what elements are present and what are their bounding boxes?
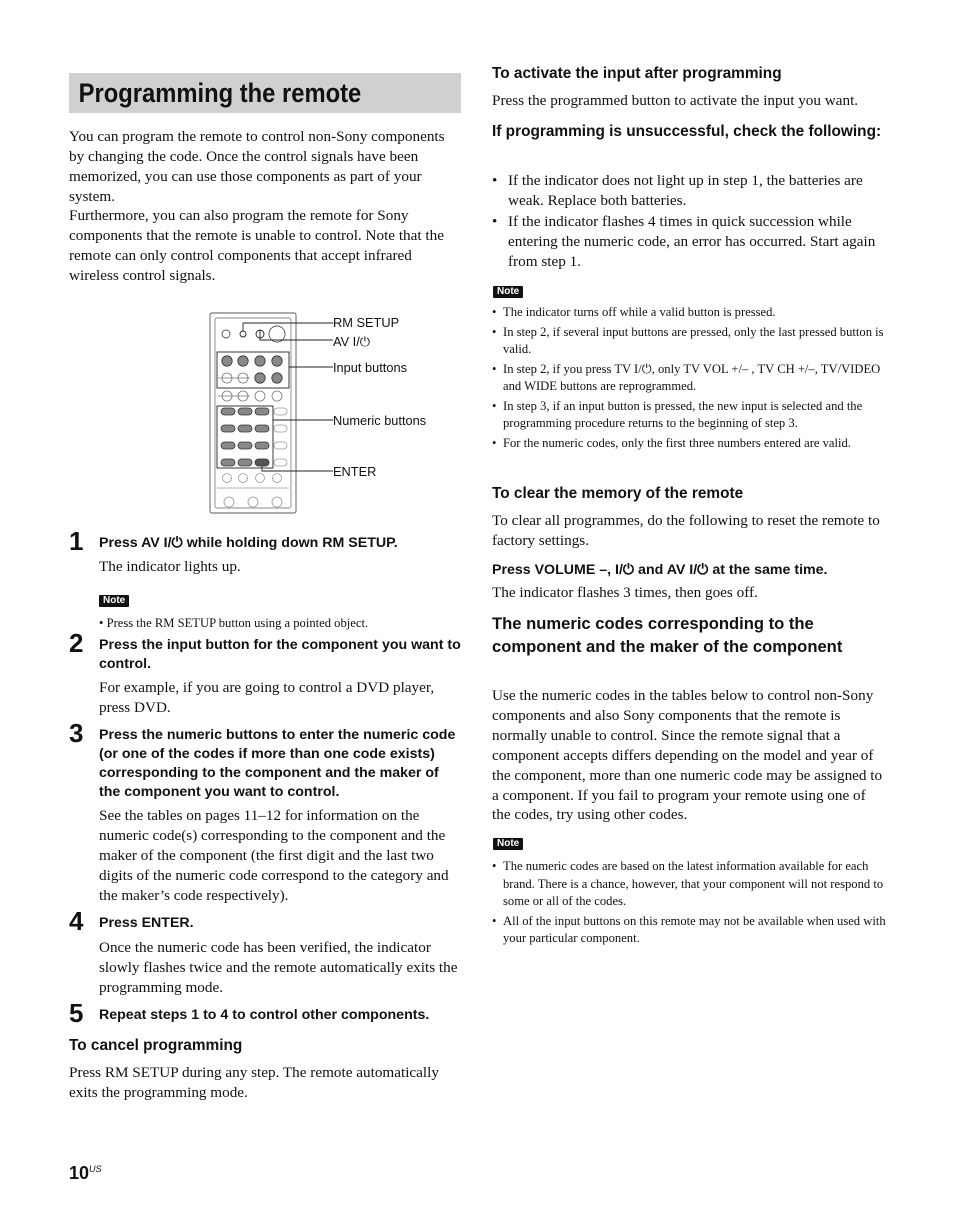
codes-notes-list: [492, 858, 886, 950]
page-title: Programming the remote: [78, 78, 362, 108]
label-input-buttons: Input buttons: [333, 360, 407, 375]
note-badge: Note: [493, 286, 523, 298]
label-av-power: AV I/⏻: [333, 334, 370, 349]
clear-heading: To clear the memory of the remote: [492, 485, 744, 502]
label-rm-setup: RM SETUP: [333, 315, 400, 330]
title-bar: [69, 73, 461, 113]
list-item: • In step 2, if you press TV I/⏻, only TV VOL +/– , TV CH +/–, TV/VIDEO and WIDE buttons are reprogrammed.: [492, 361, 886, 396]
cancel-heading: To cancel programming: [69, 1037, 243, 1054]
note-badge: Note: [99, 595, 129, 607]
step-3-body: See the tables on pages 11–12 for information on the numeric code(s) corresponding to the component and the maker of the component (the first digit and the last two digits of the numeric code correspond to the category and the maker’s code respectively).: [99, 807, 449, 904]
list-item: • In step 2, if several input buttons are pressed, only the last pressed button is valid.: [492, 324, 886, 359]
step-3-number: 3: [69, 718, 84, 748]
step-4-body: Once the numeric code has been verified, the indicator slowly flashes twice and the remote automatically exits the programming mode.: [99, 939, 458, 996]
step-1-number: 1: [69, 526, 84, 556]
step-2-number: 2: [69, 628, 84, 658]
step-5-title: Repeat steps 1 to 4 to control other components.: [99, 1007, 430, 1023]
note-badge: Note: [493, 838, 523, 850]
step-3-title: Press the numeric buttons to enter the numeric code (or one of the codes if more than one code exists) corresponding to the component and the maker of the component you want to control.: [99, 727, 456, 800]
list-item: • If the indicator flashes 4 times in quick succession while entering the numeric code, an error has occurred. Start again from step 1.: [492, 212, 886, 272]
clear-instruction: Press VOLUME –, I/⏻ and AV I/⏻ at the same time.: [492, 562, 828, 578]
clear-result: The indicator flashes 3 times, then goes off.: [492, 584, 758, 601]
cancel-text: Press RM SETUP during any step. The remote automatically exits the programming mode.: [69, 1064, 439, 1101]
step-5-number: 5: [69, 998, 84, 1028]
list-item: • The indicator turns off while a valid button is pressed.: [492, 304, 886, 322]
step-1-title: Press AV I/⏻ while holding down RM SETUP.: [99, 535, 398, 551]
activate-text: Press the programmed button to activate the input you want.: [492, 92, 859, 109]
activate-heading: To activate the input after programming: [492, 65, 782, 82]
label-numeric-buttons: Numeric buttons: [333, 413, 427, 428]
page-number: $10^{US}$: [69, 1163, 102, 1183]
codes-heading: The numeric codes corresponding to the component and the maker of the component: [492, 614, 843, 656]
list-item: • The numeric codes are based on the latest information available for each brand. There is a chance, however, that your component will not respond to some or all of the codes.: [492, 858, 886, 911]
step-1-note-text: • Press the RM SETUP button using a pointed object.: [99, 616, 369, 630]
remote-figure: [205, 310, 455, 515]
clear-text: To clear all programmes, do the following to reset the remote to factory settings.: [492, 512, 880, 549]
step-4-number: 4: [69, 906, 84, 936]
step-1-body: The indicator lights up.: [99, 558, 241, 575]
step-2-title: Press the input button for the component you want to control.: [99, 637, 461, 672]
list-item: • For the numeric codes, only the first three numbers entered are valid.: [492, 435, 886, 453]
list-item: • All of the input buttons on this remote may not be available when used with your particular component.: [492, 913, 886, 948]
list-item: • In step 3, if an input button is pressed, the new input is selected and the programming procedure returns to the beginning of step 3.: [492, 398, 886, 433]
intro-paragraph-1: You can program the remote to control non-Sony components by changing the code. Once the control signals have been memorized, you can use those components as part of your system.: [69, 128, 445, 205]
step-1-note: [99, 590, 461, 632]
step-4-title: Press ENTER.: [99, 915, 194, 931]
list-item: • If the indicator does not light up in step 1, the batteries are weak. Replace both batteries.: [492, 171, 886, 211]
unsuccessful-list: [492, 171, 886, 273]
unsuccessful-heading: If programming is unsuccessful, check the following:: [492, 123, 882, 140]
label-enter: ENTER: [333, 464, 377, 479]
notes-list: [492, 304, 886, 454]
step-2-body: For example, if you are going to control a DVD player, press DVD.: [99, 679, 435, 716]
codes-text: Use the numeric codes in the tables below to control non-Sony components and also Sony components that the remote is normally unable to control. Since the remote signal that a component accepts differs depending on the model and year of the component, more than one numeric code may be assigned to a component. If you fail to program your remote using one of the codes, try using other codes.: [492, 687, 883, 824]
intro-paragraph-2: Furthermore, you can also program the remote for Sony components that the remote is unable to control. Note that the remote can only control components that accept infrared wireless control signals.: [69, 207, 444, 284]
